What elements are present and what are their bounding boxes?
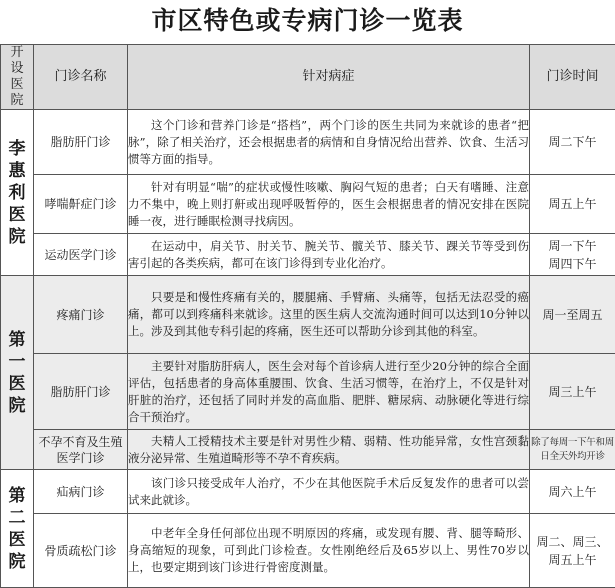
- clinic-time: 周三上午: [530, 354, 615, 430]
- clinic-time: 周二下午: [530, 110, 615, 175]
- clinic-time: 周一至周五: [530, 276, 615, 354]
- header-time: 门诊时间: [530, 45, 615, 110]
- clinic-name: 脂肪肝门诊: [34, 110, 128, 175]
- table-row: [1, 430, 615, 470]
- clinic-table: [0, 44, 615, 588]
- clinic-name: 疝病门诊: [34, 470, 128, 514]
- clinic-description: 在运动中，肩关节、肘关节、腕关节、髋关节、膝关节、踝关节等受到伤害引起的各类疾病，都可在该门诊得到专业化治疗。: [128, 234, 530, 276]
- clinic-description: 夫精人工授精技术主要是针对男性少精、弱精、性功能异常，女性宫颈黏液分泌异常、生殖道畸形等不孕不育疾病。: [128, 430, 530, 470]
- clinic-time: 周一下午 周四下午: [530, 234, 615, 276]
- clinic-description: 只要是和慢性疼痛有关的，腰腿痛、手臂痛、头痛等，包括无法忍受的癌痛，都可以到疼痛科来就诊。这里的医生病人交流沟通时间可以达到10分钟以上。涉及到其他专科引起的疼痛，医生还可以帮助分诊到其他的科室。: [128, 276, 530, 354]
- clinic-time: 周二、周三、周五上午: [530, 514, 615, 588]
- header-hospital: 开设医院: [1, 45, 34, 110]
- clinic-description: 主要针对脂肪肝病人，医生会对每个首诊病人进行至少20分钟的综合全面评估，包括患者的身高体重腰围、饮食、生活习惯等，在治疗上，不仅是针对肝脏的治疗，还包括了同时并发的高血脂、肥胖、糖尿病、动脉硬化等进行综合干预治疗。: [128, 354, 530, 430]
- hospital-cell: 李惠利医院: [1, 110, 34, 276]
- header-row: [1, 45, 615, 110]
- hospital-cell: 第一医院: [1, 276, 34, 470]
- hospital-cell: 第二医院: [1, 470, 34, 588]
- clinic-name: 运动医学门诊: [34, 234, 128, 276]
- table-row: [1, 234, 615, 276]
- table-row: [1, 276, 615, 354]
- clinic-time: 除了每周一下午和周日全天外均开诊: [530, 430, 615, 470]
- clinic-description: 中老年全身任何部位出现不明原因的疼痛，或发现有腰、背、腿等畸形、身高缩短的现象，可到此门诊检查。女性刚绝经后及65岁以上、男性70岁以上，也要定期到该门诊进行骨密度测量。: [128, 514, 530, 588]
- clinic-time: 周五上午: [530, 175, 615, 234]
- table-row: [1, 110, 615, 175]
- page-title: 市区特色或专病门诊一览表: [0, 0, 615, 42]
- header-target: 针对病症: [128, 45, 530, 110]
- clinic-description: 这个门诊和营养门诊是“搭档”，两个门诊的医生共同为来就诊的患者“把脉”，除了相关治疗，还会根据患者的病情和自身情况给出营养、饮食、生活习惯等方面的指导。: [128, 110, 530, 175]
- clinic-name: 不孕不育及生殖医学门诊: [34, 430, 128, 470]
- clinic-name: 骨质疏松门诊: [34, 514, 128, 588]
- clinic-description: 该门诊只接受成年人治疗，不少在其他医院手术后反复发作的患者可以尝试来此就诊。: [128, 470, 530, 514]
- table-row: [1, 470, 615, 514]
- clinic-name: 脂肪肝门诊: [34, 354, 128, 430]
- clinic-description: 针对有明显“喘”的症状或慢性咳嗽、胸闷气短的患者；白天有嗜睡、注意力不集中，晚上则打鼾或出现呼吸暂停的，医生会根据患者的情况安排在医院睡一夜，进行睡眠检测寻找病因。: [128, 175, 530, 234]
- table-row: [1, 354, 615, 430]
- header-clinic: 门诊名称: [34, 45, 128, 110]
- clinic-time: 周六上午: [530, 470, 615, 514]
- clinic-name: 哮喘鼾症门诊: [34, 175, 128, 234]
- table-row: [1, 175, 615, 234]
- table-row: [1, 514, 615, 588]
- clinic-name: 疼痛门诊: [34, 276, 128, 354]
